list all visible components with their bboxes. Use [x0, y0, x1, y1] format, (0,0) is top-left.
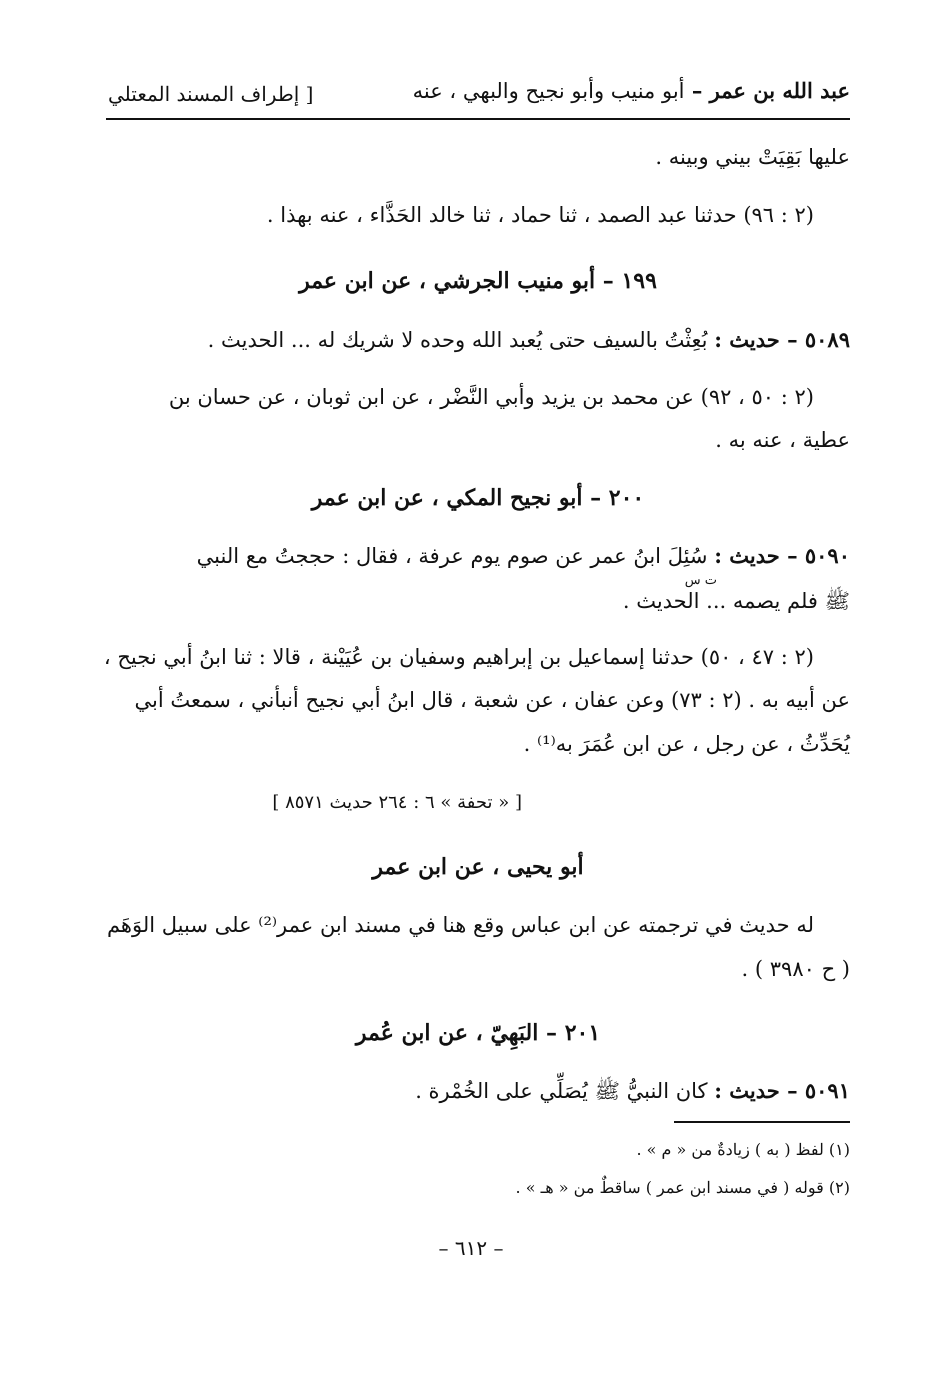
header-title-bold: عبد الله بن عمر –: [691, 78, 850, 103]
footnote-rule: [674, 1121, 850, 1123]
footnote-1: (١) لفظ ( به ) زيادةٌ من « م » .: [636, 1140, 850, 1159]
header-title-rest: أبو منيب وأبو نجيح والبهي ، عنه: [412, 79, 685, 103]
footnote-2: (٢) قوله ( في مسند ابن عمر ) ساقطٌ من « هـ » .: [515, 1178, 850, 1197]
isnad-line: يُحَدِّثُ ، عن رجل ، عن ابن عُمَرَ به⁽¹⁾ .: [523, 732, 850, 756]
isnad-line: عطية ، عنه به .: [715, 428, 850, 452]
isnad-line: عن أبيه به . (٢ : ٧٣) وعن عفان ، عن شعبة ، قال ابنُ أبي نجيح أنبأني ، سمعتُ أبي: [134, 688, 850, 712]
text-line: له حديث في ترجمته عن ابن عباس وقع هنا في مسند ابن عمر⁽²⁾ على سبيل الوَهَم: [106, 913, 814, 937]
hadith-5089: [208, 327, 850, 352]
section-heading-200: ٢٠٠ – أبو نجيح المكي ، عن ابن عمر: [311, 485, 645, 511]
running-header-title: [413, 78, 850, 103]
section-heading-201: ٢٠١ – البَهِيّ ، عن ابن عُمر: [355, 1020, 601, 1046]
hadith-5090: [197, 543, 850, 568]
hadith-text: بُعِثْتُ بالسيف حتى يُعبد الله وحده لا شريك له ... الحديث .: [207, 328, 708, 352]
isnad-line: (٢ : ٥٠ ، ٩٢) عن محمد بن يزيد وأبي النَّضْر ، عن ابن ثوبان ، عن حسان بن: [168, 385, 814, 409]
page-number: – ٦١٢ –: [438, 1236, 504, 1260]
header-rule: [106, 118, 850, 120]
hadith-number: ٥٠٩١ – حديث :: [714, 1078, 850, 1103]
text-line: عليها بَقِيَتْ بيني وبينه .: [655, 145, 850, 169]
hadith-text: سُئِلَ ابنُ عمر عن صوم يوم عرفة ، فقال : حججتُ مع النبي: [196, 544, 708, 568]
section-heading-abu-yahya: أبو يحيى ، عن ابن عمر: [372, 854, 584, 880]
text-line: ﷺ فلم يصمه ... الحديث .: [622, 589, 850, 613]
section-heading-199: ١٩٩ – أبو منيب الجرشي ، عن ابن عمر: [299, 268, 657, 294]
hadith-5091: [415, 1078, 850, 1109]
hadith-text: كان النبيُّ ﷺ يُصَلِّي على الخُمْرة .: [415, 1079, 708, 1103]
tuhfa-reference: [ « تحفة » ٦ : ٢٦٤ حديث ٨٥٧١ ]: [272, 792, 522, 813]
hadith-number: ٥٠٨٩ – حديث :: [714, 327, 850, 352]
running-header-book: [ إطراف المسند المعتلي: [108, 82, 314, 106]
source-mark: ت س: [684, 573, 717, 588]
text-line: ( ح ٣٩٨٠ ) .: [741, 957, 850, 981]
hadith-number: ٥٠٩٠ – حديث :: [714, 543, 850, 568]
isnad-line: (٢ : ٩٦) حدثنا عبد الصمد ، ثنا حماد ، ثنا خالد الحَذَّاء ، عنه بهذا .: [266, 203, 814, 227]
isnad-line: (٢ : ٤٧ ، ٥٠) حدثنا إسماعيل بن إبراهيم وسفيان بن عُيَيْنة ، قالا : ثنا ابنُ أبي نجيح ،: [103, 645, 814, 669]
